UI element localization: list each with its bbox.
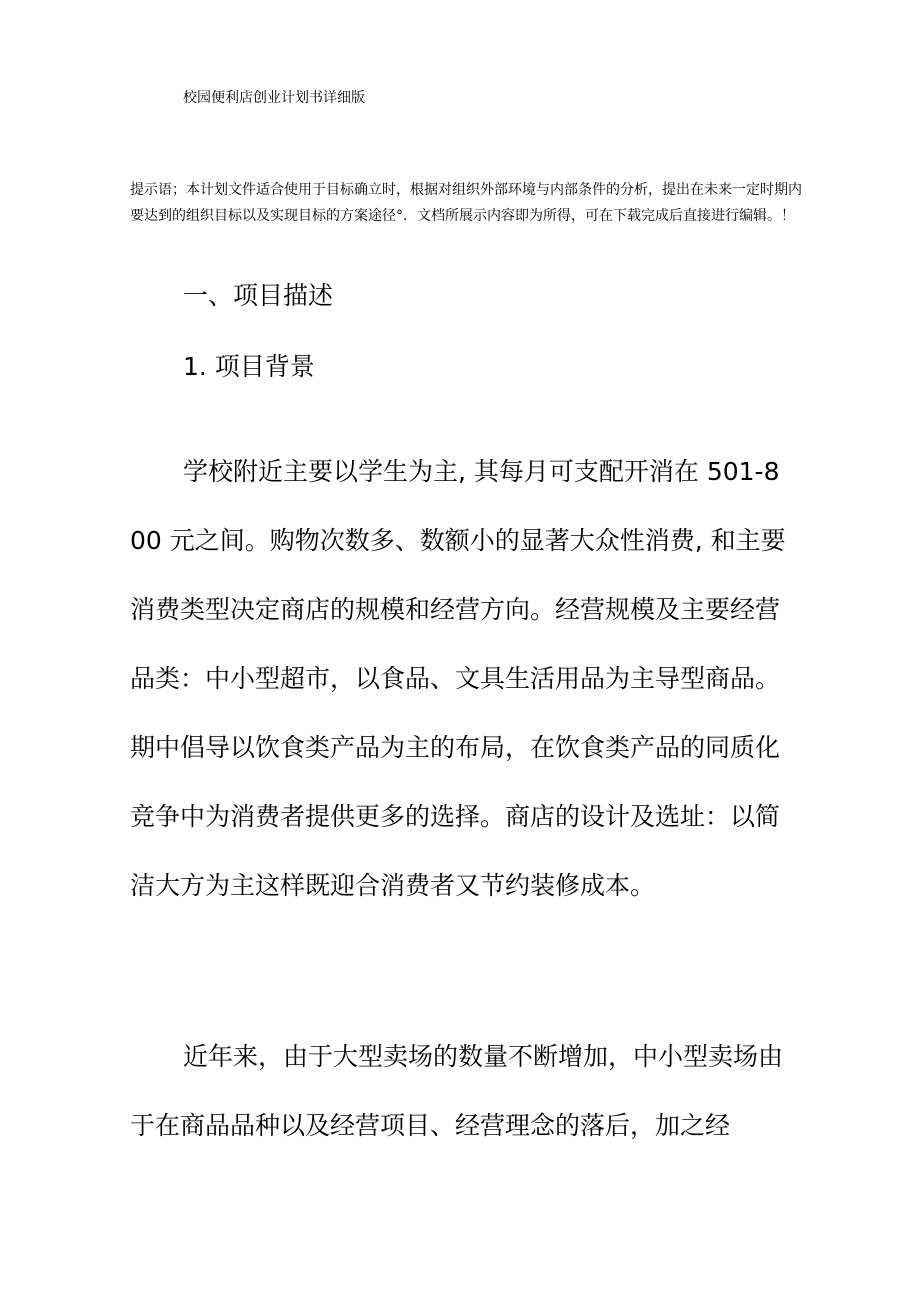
subsection-heading: 1. 项目背景 [183,352,315,381]
document-title: 校园便利店创业计划书详细版 [183,90,365,106]
tip-paragraph: 提示语；本计划文件适合使用于目标确立时，根据对组织外部环境与内部条件的分析，提出在未来一定时期内要达到的组织目标以及实现目标的方案途径°．文档所展示内容即为所得，可在下载完成后直接进行编辑。！ [130,182,802,224]
section-heading: 一、项目描述 [183,281,334,310]
body-paragraph: 近年来，由于大型卖场的数量不断增加，中小型卖场由于在商品品种以及经营项目、经营理念的落后，加之经 [130,1042,784,1140]
body-paragraph: 学校附近主要以学生为主, 其每月可支配开消在 501-800 元之间。购物次数多、数额小的显著大众性消费, 和主要消费类型决定商店的规模和经营方向。经营规模及主要经营品类：中小型超市，以食品、文具生活用品为主导型商品。期中倡导以饮食类产品为主的布局，在饮食类产品的同质化竞争中为消费者提供更多的选择。商店的设计及选址：以简洁大方为主这样既迎合消费者又节约装修成本。 [130,457,786,900]
